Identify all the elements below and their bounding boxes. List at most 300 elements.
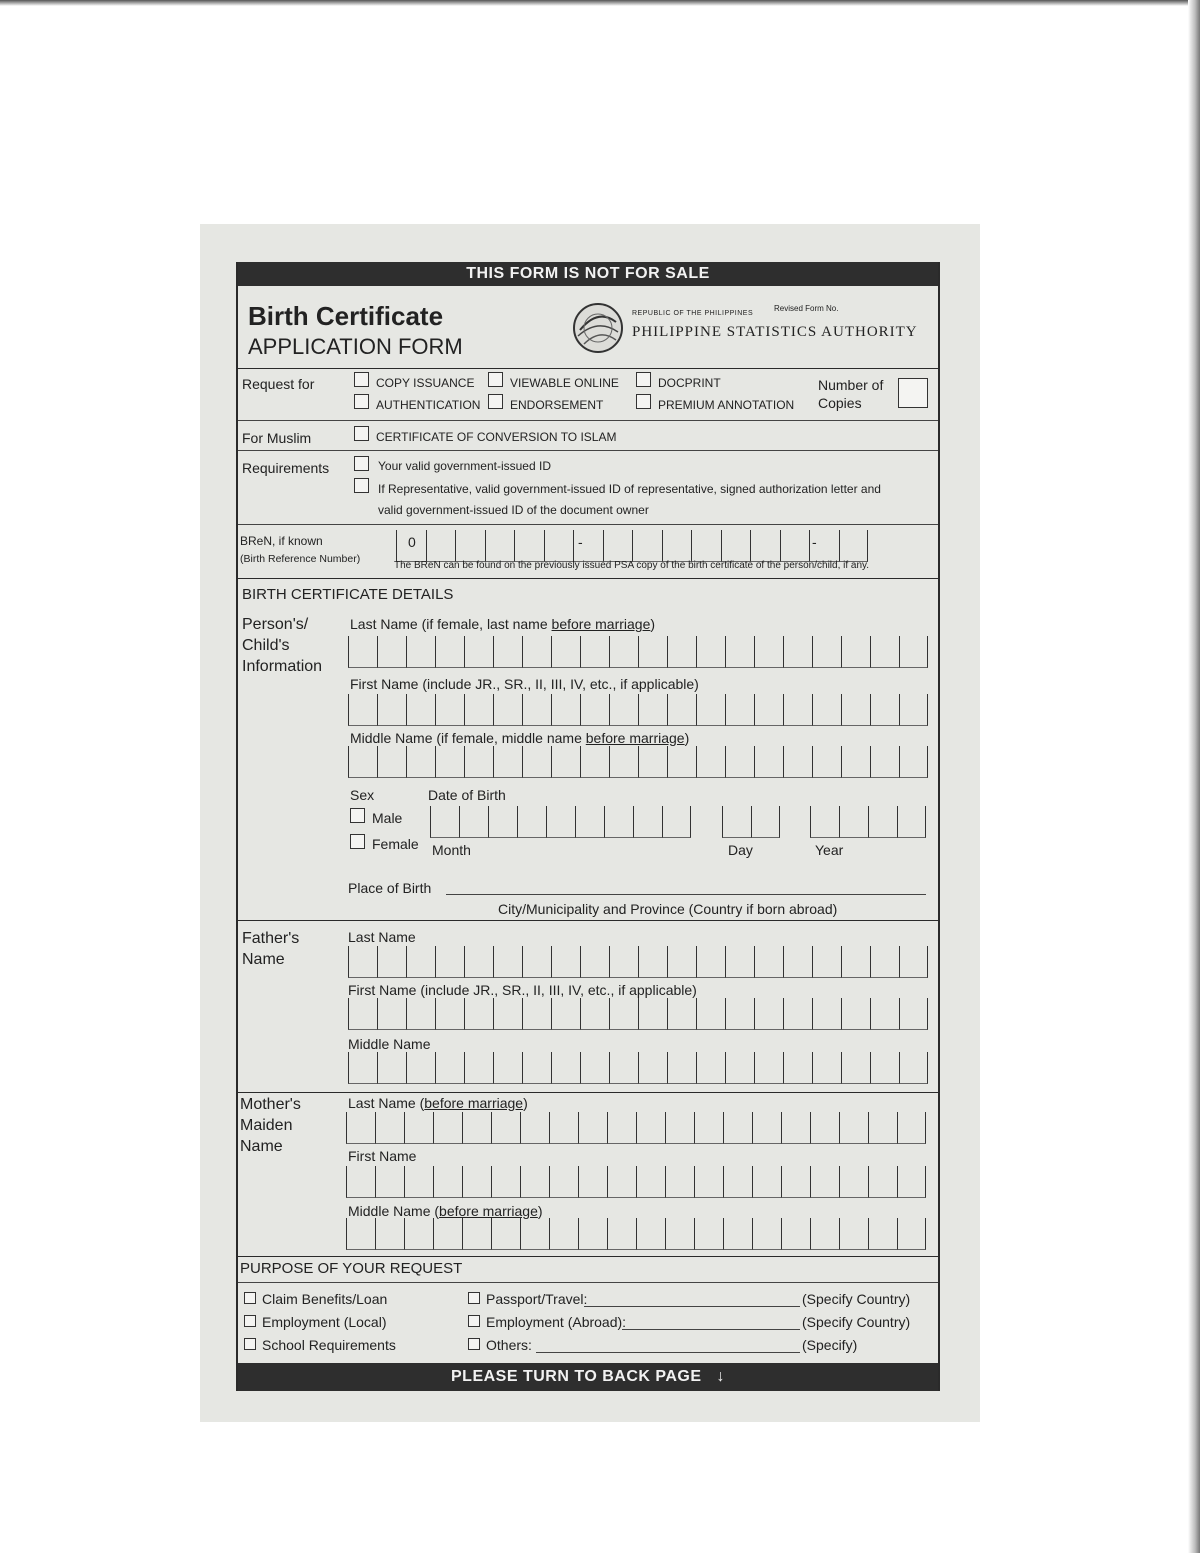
char-box[interactable] [464,1052,493,1084]
passport-travel-checkbox[interactable] [468,1292,480,1304]
char-box[interactable] [522,998,551,1030]
char-box[interactable] [636,1166,665,1198]
employment-local-label: Employment (Local) [262,1314,387,1330]
school-requirements-label: School Requirements [262,1337,396,1353]
char-box[interactable] [691,530,721,562]
char-box[interactable] [870,746,899,778]
char-box[interactable] [604,806,633,838]
char-box[interactable] [752,1166,781,1198]
char-box[interactable] [723,1218,752,1250]
bren-dash-2: - [812,534,817,550]
father-first-name-input[interactable] [348,998,928,1030]
mother-last-name-label: Last Name (before marriage) [348,1095,528,1111]
char-box[interactable] [455,530,485,562]
footer-text: PLEASE TURN TO BACK PAGE [451,1368,702,1385]
char-box[interactable] [725,1052,754,1084]
char-box[interactable] [464,946,493,978]
char-box[interactable] [459,806,488,838]
char-box[interactable] [375,1112,404,1144]
father-first-name-label: First Name (include JR., SR., II, III, IV, etc., if applicable) [348,982,697,998]
char-box[interactable] [725,946,754,978]
char-box[interactable] [781,1112,810,1144]
employment-spec: (Specify Country) [802,1314,911,1330]
char-box[interactable] [406,746,435,778]
copy-issuance-label: COPY ISSUANCE [376,376,475,390]
char-box[interactable] [464,636,493,668]
char-box[interactable] [348,746,377,778]
premium-annotation-label: PREMIUM ANNOTATION [658,398,795,412]
char-box[interactable] [812,694,841,726]
char-box[interactable] [377,998,406,1030]
char-box[interactable] [899,1052,928,1084]
dob-month-input[interactable] [430,806,691,836]
char-box[interactable] [493,946,522,978]
employment-country-input[interactable] [622,1329,800,1330]
char-box[interactable] [783,636,812,668]
char-box[interactable] [578,1112,607,1144]
pob-input[interactable] [446,894,926,895]
char-box[interactable] [377,746,406,778]
mother-label-3: Name [240,1138,283,1155]
char-box[interactable] [580,636,609,668]
claim-benefits-checkbox[interactable] [244,1292,256,1304]
mother-last-name-input[interactable] [346,1112,926,1144]
char-box[interactable] [667,998,696,1030]
char-box[interactable] [462,1166,491,1198]
char-box[interactable] [493,636,522,668]
char-box[interactable] [839,1166,868,1198]
employment-local-checkbox[interactable] [244,1315,256,1327]
endorsement-label: ENDORSEMENT [510,398,604,412]
char-box[interactable] [580,694,609,726]
docprint-checkbox[interactable] [636,372,651,387]
char-box[interactable] [783,998,812,1030]
char-box[interactable] [662,530,692,562]
char-box[interactable] [868,1218,897,1250]
father-last-name-label: Last Name [348,929,416,945]
char-box[interactable] [603,530,633,562]
char-box[interactable] [430,806,459,838]
dob-year-input[interactable] [810,806,926,836]
char-box[interactable] [580,946,609,978]
char-box[interactable] [696,636,725,668]
char-box[interactable] [841,746,870,778]
char-box[interactable] [551,636,580,668]
char-box[interactable] [870,694,899,726]
char-box[interactable] [433,1112,462,1144]
char-box[interactable] [665,1112,694,1144]
char-box[interactable] [723,1166,752,1198]
char-box[interactable] [839,1112,868,1144]
mother-label-1: Mother's [240,1096,301,1113]
char-box[interactable] [493,694,522,726]
char-box[interactable] [638,746,667,778]
char-box[interactable] [722,806,751,838]
char-box[interactable] [868,1166,897,1198]
bren-note: The BReN can be found on the previously issued PSA copy of the birth certificate of the person/child, if any. [394,560,870,571]
char-box[interactable] [781,1166,810,1198]
char-box[interactable] [435,946,464,978]
char-box[interactable] [694,1112,723,1144]
female-checkbox[interactable] [350,834,365,849]
char-box[interactable] [406,998,435,1030]
pob-hint: City/Municipality and Province (Country if born abroad) [498,901,838,917]
school-requirements-checkbox[interactable] [244,1338,256,1350]
char-box[interactable] [899,998,928,1030]
copy-issuance-checkbox[interactable] [354,372,369,387]
char-box[interactable] [580,746,609,778]
endorsement-checkbox[interactable] [488,394,503,409]
char-box[interactable] [696,746,725,778]
char-box[interactable] [549,1166,578,1198]
char-box[interactable] [696,1052,725,1084]
char-box[interactable] [491,1166,520,1198]
male-label: Male [372,810,403,826]
father-label-1: Father's [242,930,300,947]
char-box[interactable] [549,1218,578,1250]
char-box[interactable] [346,1218,375,1250]
char-box[interactable] [348,636,377,668]
char-box[interactable] [609,1052,638,1084]
char-box[interactable] [435,998,464,1030]
char-box[interactable] [522,746,551,778]
form-subtitle: APPLICATION FORM [248,334,463,359]
char-box[interactable] [348,694,377,726]
char-box[interactable] [754,1052,783,1084]
char-box[interactable] [841,1052,870,1084]
char-box[interactable] [899,946,928,978]
child-last-name-label: Last Name (if female, last name before marriage) [350,616,656,632]
char-box[interactable] [667,746,696,778]
char-box[interactable] [841,998,870,1030]
char-box[interactable] [812,1052,841,1084]
char-box[interactable] [551,694,580,726]
claim-benefits-label: Claim Benefits/Loan [262,1291,388,1307]
char-box[interactable] [377,694,406,726]
char-box[interactable] [662,806,691,838]
scan-edge-top [0,0,1200,6]
char-box[interactable] [493,1052,522,1084]
char-box[interactable] [667,636,696,668]
char-box[interactable] [462,1218,491,1250]
authentication-checkbox[interactable] [354,394,369,409]
char-box[interactable] [897,1112,926,1144]
char-box[interactable] [609,694,638,726]
bren-first-digit: 0 [408,534,416,550]
char-box[interactable] [897,1218,926,1250]
char-box[interactable] [377,636,406,668]
char-box[interactable] [406,1052,435,1084]
char-box[interactable] [750,530,780,562]
char-box[interactable] [638,1052,667,1084]
char-box[interactable] [580,1052,609,1084]
pob-label: Place of Birth [348,880,432,896]
representative-label-line1: If Representative, valid government-issued ID of representative, signed authorization letter and [378,482,881,496]
char-box[interactable] [406,636,435,668]
char-box[interactable] [426,530,456,562]
dob-label: Date of Birth [428,787,506,803]
female-label: Female [372,836,419,852]
char-box[interactable] [721,530,751,562]
char-box[interactable] [694,1166,723,1198]
char-box[interactable] [551,746,580,778]
char-box[interactable] [404,1218,433,1250]
char-box[interactable] [810,1166,839,1198]
char-box[interactable] [607,1166,636,1198]
char-box[interactable] [751,806,780,838]
char-box[interactable] [377,1052,406,1084]
char-box[interactable] [725,998,754,1030]
char-box[interactable] [462,1112,491,1144]
char-box[interactable] [377,946,406,978]
day-caption: Day [728,842,753,858]
bren-dash: - [578,534,583,550]
psa-logo-icon [570,300,626,356]
mother-first-name-input[interactable] [346,1166,926,1198]
char-box[interactable] [839,806,868,838]
passport-travel-label: Passport/Travel: [486,1291,588,1307]
char-box[interactable] [491,1112,520,1144]
char-box[interactable] [725,694,754,726]
char-box[interactable] [696,694,725,726]
char-box[interactable] [841,946,870,978]
agency-name: PHILIPPINE STATISTICS AUTHORITY [632,324,918,340]
others-spec: (Specify) [802,1337,858,1353]
char-box[interactable] [810,1218,839,1250]
char-box[interactable] [546,806,575,838]
char-box[interactable] [520,1166,549,1198]
char-box[interactable] [607,1218,636,1250]
char-box[interactable] [812,946,841,978]
char-box[interactable] [870,636,899,668]
char-box[interactable] [580,998,609,1030]
divider [238,524,938,525]
char-box[interactable] [638,946,667,978]
char-box[interactable] [551,998,580,1030]
char-box[interactable] [780,530,810,562]
char-box[interactable] [435,746,464,778]
char-box[interactable] [406,946,435,978]
char-box[interactable] [781,1218,810,1250]
char-box[interactable] [899,746,928,778]
char-box[interactable] [433,1166,462,1198]
father-middle-name-input[interactable] [348,1052,928,1084]
char-box[interactable] [665,1166,694,1198]
char-box[interactable] [870,1052,899,1084]
char-box[interactable] [812,636,841,668]
char-box[interactable] [812,746,841,778]
char-box[interactable] [783,694,812,726]
father-middle-name-label: Middle Name [348,1036,431,1052]
representative-label-line2: valid government-issued ID of the document owner [378,503,649,517]
char-box[interactable] [404,1166,433,1198]
representative-checkbox[interactable] [354,478,369,493]
char-box[interactable] [694,1218,723,1250]
char-box[interactable] [522,636,551,668]
char-box[interactable] [667,1052,696,1084]
char-box[interactable] [435,636,464,668]
char-box[interactable] [522,1052,551,1084]
char-box[interactable] [841,694,870,726]
purpose-heading: PURPOSE OF YOUR REQUEST [240,1260,463,1277]
char-box[interactable] [493,746,522,778]
male-checkbox[interactable] [350,808,365,823]
viewable-online-checkbox[interactable] [488,372,503,387]
char-box[interactable] [899,694,928,726]
char-box[interactable] [752,1112,781,1144]
char-box[interactable] [810,1112,839,1144]
char-box[interactable] [783,746,812,778]
revised-form-label: Revised Form No. [774,304,839,313]
char-box[interactable] [839,1218,868,1250]
footer-banner [238,1363,938,1391]
char-box[interactable] [725,636,754,668]
char-box[interactable] [812,998,841,1030]
char-box[interactable] [522,946,551,978]
requirements-label: Requirements [242,460,330,476]
char-box[interactable] [404,1112,433,1144]
conversion-islam-checkbox[interactable] [354,426,369,441]
child-last-name-input[interactable] [348,636,928,668]
char-box[interactable] [406,694,435,726]
char-box[interactable] [464,998,493,1030]
char-box[interactable] [375,1166,404,1198]
passport-country-input[interactable] [584,1306,800,1307]
char-box[interactable] [348,1052,377,1084]
char-box[interactable] [638,636,667,668]
char-box[interactable] [551,1052,580,1084]
copies-label: Number of Copies [818,377,884,411]
person-label-2: Child's [242,637,290,654]
bren-input-boxes[interactable] [396,530,868,556]
char-box[interactable] [723,1112,752,1144]
char-box[interactable] [520,1112,549,1144]
char-box[interactable] [725,746,754,778]
char-box[interactable] [754,694,783,726]
char-box[interactable] [810,806,839,838]
divider [238,368,938,369]
char-box[interactable] [783,946,812,978]
char-box[interactable] [607,1112,636,1144]
mother-middle-name-label: Middle Name (before marriage) [348,1203,543,1219]
muslim-label: For Muslim [242,430,312,446]
child-first-name-input[interactable] [348,694,928,726]
char-box[interactable] [346,1112,375,1144]
char-box[interactable] [375,1218,404,1250]
char-box[interactable] [870,946,899,978]
char-box[interactable] [522,694,551,726]
mother-middle-name-input[interactable] [346,1218,926,1250]
mother-first-name-label: First Name [348,1148,417,1164]
char-box[interactable] [578,1166,607,1198]
char-box[interactable] [868,806,897,838]
char-box[interactable] [464,694,493,726]
child-middle-name-input[interactable] [348,746,928,778]
divider [238,450,938,451]
char-box[interactable] [754,636,783,668]
char-box[interactable] [632,530,662,562]
char-box[interactable] [609,998,638,1030]
char-box[interactable] [488,806,517,838]
bren-label: BReN, if known [240,534,323,548]
char-box[interactable] [464,746,493,778]
number-of-copies-input[interactable] [898,378,928,408]
char-box[interactable] [754,746,783,778]
char-box[interactable] [520,1218,549,1250]
char-box[interactable] [433,1218,462,1250]
char-box[interactable] [575,806,604,838]
char-box[interactable] [638,694,667,726]
char-box[interactable] [544,530,574,562]
char-box[interactable] [754,946,783,978]
char-box[interactable] [841,636,870,668]
char-box[interactable] [491,1218,520,1250]
char-box[interactable] [493,998,522,1030]
char-box[interactable] [868,1112,897,1144]
char-box[interactable] [633,806,662,838]
char-box[interactable] [514,530,544,562]
others-checkbox[interactable] [468,1338,480,1350]
year-caption: Year [815,842,844,858]
char-box[interactable] [435,1052,464,1084]
char-box[interactable] [609,636,638,668]
char-box[interactable] [517,806,546,838]
father-last-name-input[interactable] [348,946,928,978]
char-box[interactable] [667,946,696,978]
char-box[interactable] [696,946,725,978]
char-box[interactable] [897,1166,926,1198]
char-box[interactable] [839,530,869,562]
char-box[interactable] [485,530,515,562]
dob-day-input[interactable] [722,806,780,836]
char-box[interactable] [551,946,580,978]
person-label-3: Information [242,658,323,675]
char-box[interactable] [667,694,696,726]
char-box[interactable] [665,1218,694,1250]
month-caption: Month [432,842,471,858]
char-box[interactable] [638,998,667,1030]
char-box[interactable] [870,998,899,1030]
char-box[interactable] [897,806,926,838]
char-box[interactable] [578,1218,607,1250]
application-form [236,262,940,1391]
char-box[interactable] [348,946,377,978]
sex-label: Sex [350,787,375,803]
passport-spec: (Specify Country) [802,1291,911,1307]
char-box[interactable] [348,998,377,1030]
divider [238,1092,938,1093]
char-box[interactable] [609,946,638,978]
valid-id-label: Your valid government-issued ID [378,459,551,473]
valid-id-checkbox[interactable] [354,456,369,471]
employment-abroad-checkbox[interactable] [468,1315,480,1327]
request-label: Request for [242,376,315,392]
char-box[interactable] [783,1052,812,1084]
others-specify-input[interactable] [536,1352,800,1353]
char-box[interactable] [435,694,464,726]
char-box[interactable] [696,998,725,1030]
char-box[interactable] [636,1218,665,1250]
child-first-name-label: First Name (include JR., SR., II, III, IV, etc., if applicable) [350,676,699,692]
char-box[interactable] [636,1112,665,1144]
premium-annotation-checkbox[interactable] [636,394,651,409]
char-box[interactable] [754,998,783,1030]
char-box[interactable] [609,746,638,778]
char-box[interactable] [752,1218,781,1250]
char-box[interactable] [346,1166,375,1198]
char-box[interactable] [899,636,928,668]
char-box[interactable] [549,1112,578,1144]
